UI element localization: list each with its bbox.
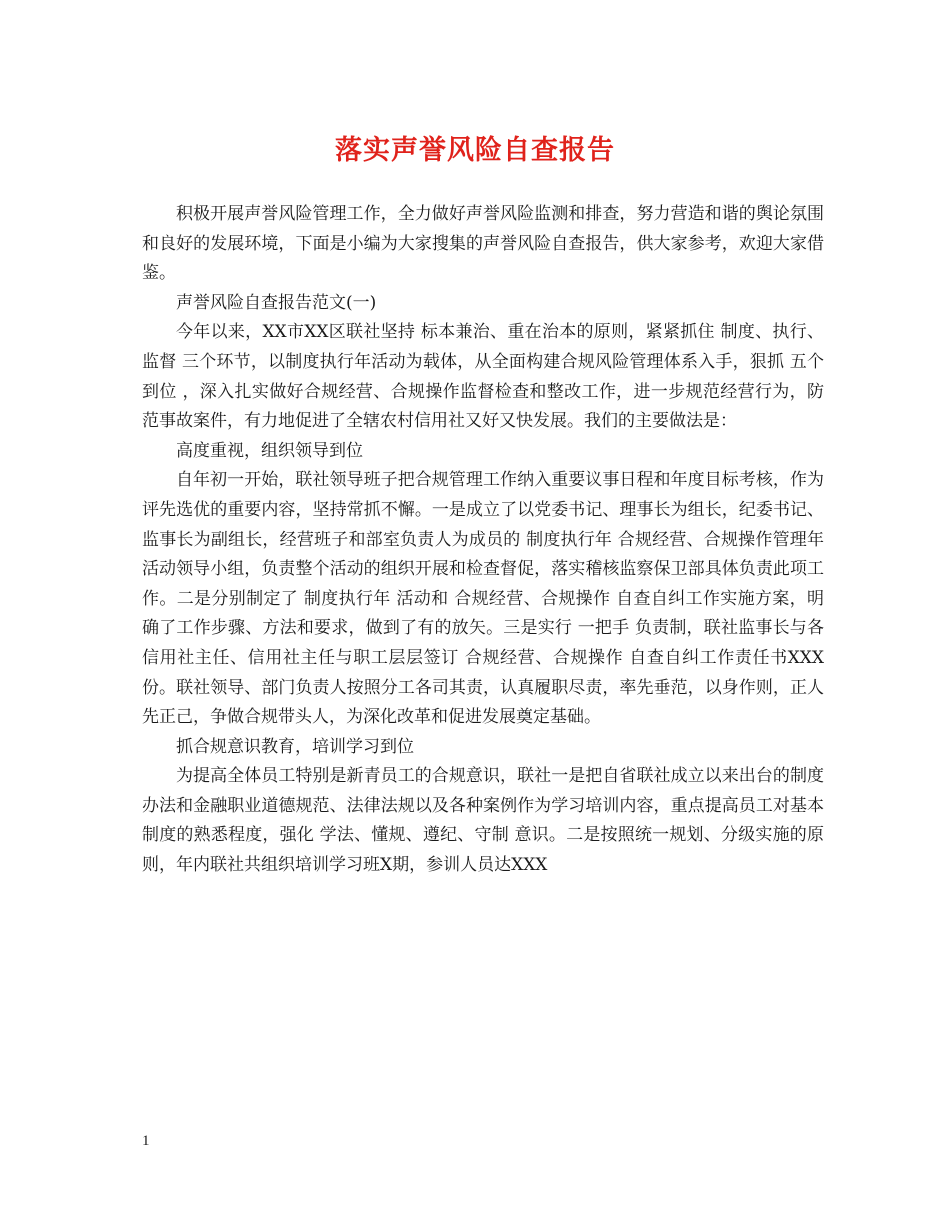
- body-paragraph: 今年以来，XX市XX区联社坚持 标本兼治、重在治本的原则，紧紧抓住 制度、执行、监督 三个环节，以制度执行年活动为载体，从全面构建合规风险管理体系入手，狠抓 五个到位 ，深入扎实做好合规经营、合规操作监督检查和整改工作，进一步规范经营行为，防范事故案件，有力地促进了全辖农村信用社又好又快发展。我们的主要做法是：: [142, 322, 824, 432]
- section-heading: 高度重视，组织领导到位: [176, 440, 363, 461]
- body-paragraph: 为提高全体员工特别是新青员工的合规意识，联社一是把自省联社成立以来出台的制度办法和金融职业道德规范、法律法规以及各种案例作为学习培训内容，重点提高员工对基本制度的熟悉程度，强化 学法、懂规、遵纪、守制 意识。二是按照统一规划、分级实施的原则，年内联社共组织培训学习班X期，参训人员达XXX: [142, 766, 824, 876]
- page-number: 1: [142, 1133, 150, 1149]
- section-heading: 声誉风险自查报告范文(一): [176, 292, 377, 313]
- section-heading: 抓合规意识教育，培训学习到位: [176, 736, 414, 757]
- document-title: 落实声誉风险自查报告: [335, 135, 615, 166]
- body-paragraph: 自年初一开始，联社领导班子把合规管理工作纳入重要议事日程和年度目标考核，作为评先选优的重要内容，坚持常抓不懈。一是成立了以党委书记、理事长为组长，纪委书记、监事长为副组长，经营班子和部室负责人为成员的 制度执行年 合规经营、合规操作管理年 活动领导小组，负责整个活动的组织开展和检查督促，落实稽核监察保卫部具体负责此项工作。二是分别制定了 制度执行年 活动和 合规经营、合规操作 自查自纠工作实施方案，明确了工作步骤、方法和要求，做到了有的放矢。三是实行 一把手 负责制，联社监事长与各信用社主任、信用社主任与职工层层签订 合规经营、合规操作 自查自纠工作责任书XXX份。联社领导、部门负责人按照分工各司其责，认真履职尽责，率先垂范，以身作则，正人先正己，争做合规带头人，为深化改革和促进发展奠定基础。: [142, 470, 824, 728]
- document-body: [142, 200, 824, 881]
- intro-paragraph: 积极开展声誉风险管理工作，全力做好声誉风险监测和排查，努力营造和谐的舆论氛围和良好的发展环境，下面是小编为大家搜集的声誉风险自查报告，供大家参考，欢迎大家借鉴。: [142, 204, 824, 284]
